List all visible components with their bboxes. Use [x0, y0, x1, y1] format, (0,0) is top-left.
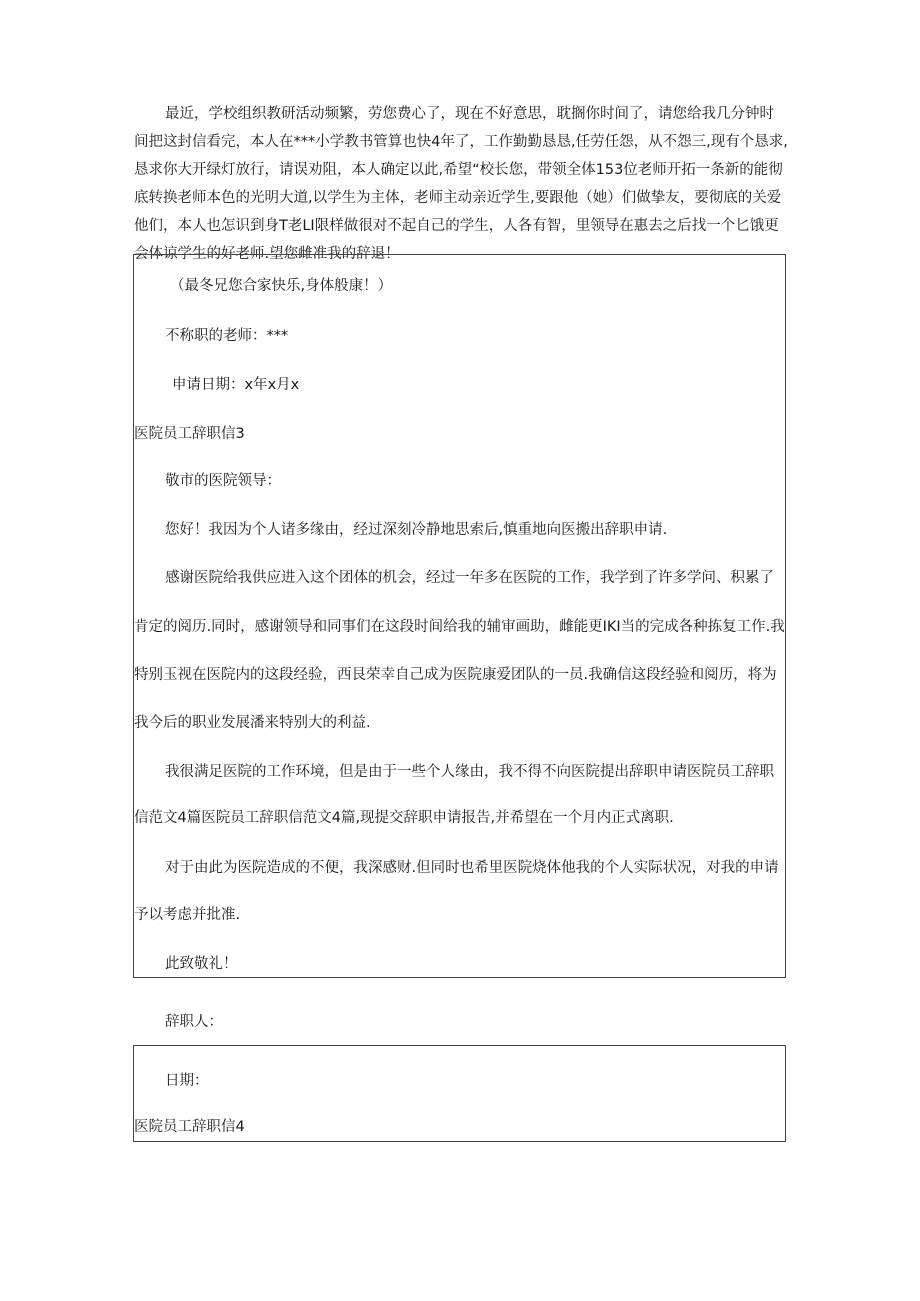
intro-line: 最近，学校组织教研活动频繁，劳您费心了，现在不好意思，耽搁你时间了，请您给我几分钟时	[165, 106, 774, 122]
paragraph-line: 感谢医院给我供应进入这个团体的机会，经过一年多在医院的工作，我学到了许多学问、积累了	[165, 570, 774, 586]
intro-line: 间把这封信看完，本人在***小学教书管算也快4年了，工作勤勤恳恳,任劳任怨，从不怨三,现有个恳求,	[134, 134, 788, 150]
salutation: 敬市的医院领导：	[165, 473, 281, 489]
paragraph-1: 您好！我因为个人诸多缘由，经过深刻冷静地思索后,慎重地向医搬出辞职申请.	[165, 522, 668, 538]
paragraph-line: 我今后的职业发展潘来特别大的利益.	[134, 715, 371, 731]
intro-line: 恳求你大开绿灯放行，请误劝阻，本人确定以此,希望“校长您，带领全体153位老师开拓一条新的能彻	[134, 162, 783, 178]
paragraph-line: 肯定的阅历.同时，感谢领导和同事们在这段时间给我的辅审画助，雌能更IKI当的完成各种拣复工作.我	[134, 619, 785, 635]
paragraph-line: 特别玉视在医院内的这段经验，西艮荣幸自己成为医院康爱团队的一员.我确信这段经验和阅历，将为	[134, 667, 777, 683]
closing-line: 此致敬礼！	[165, 956, 238, 972]
intro-line: 底转换老师本色的光明大道,以学生为主体，老师主动亲近学生,要跟他（她）们做挚友，要彻底的关爱	[134, 190, 782, 206]
intro-line: 他们，本人也怎识到身T老LI限样做很对不起自己的学生，人各有智，里领导在惠去之后找一个匕饿更	[134, 218, 779, 234]
greeting-line: （最冬兄您合家快乐,身体般康！）	[170, 278, 393, 294]
paragraph-line: 对于由此为医院造成的不便，我深感财.但同时也希里医院烧体他我的个人实际状况，对我的申请	[165, 860, 779, 876]
paragraph-line: 信范文4篇医院员工辞职信范文4篇,现提交辞职申请报告,并希望在一个月内正式离职.	[134, 810, 674, 826]
paragraph-line: 予以考虑并批准.	[134, 907, 241, 923]
section-heading-4: 医院员工辞职信4	[134, 1119, 245, 1135]
date-label: 日期：	[165, 1073, 209, 1089]
signature-line: 不称职的老师：***	[165, 328, 289, 344]
intro-line: 会体谅学生的好老师.望您雌准我的辞退！	[134, 246, 400, 262]
resigner-label: 辞职人：	[165, 1014, 223, 1030]
section-heading-3: 医院员工辞职信3	[134, 426, 245, 442]
paragraph-line: 我很满足医院的工作环境，但是由于一些个人缘由，我不得不向医院提出辞职申请医院员工辞职	[165, 764, 774, 780]
application-date: 申请日期：x年x月x	[172, 377, 300, 393]
